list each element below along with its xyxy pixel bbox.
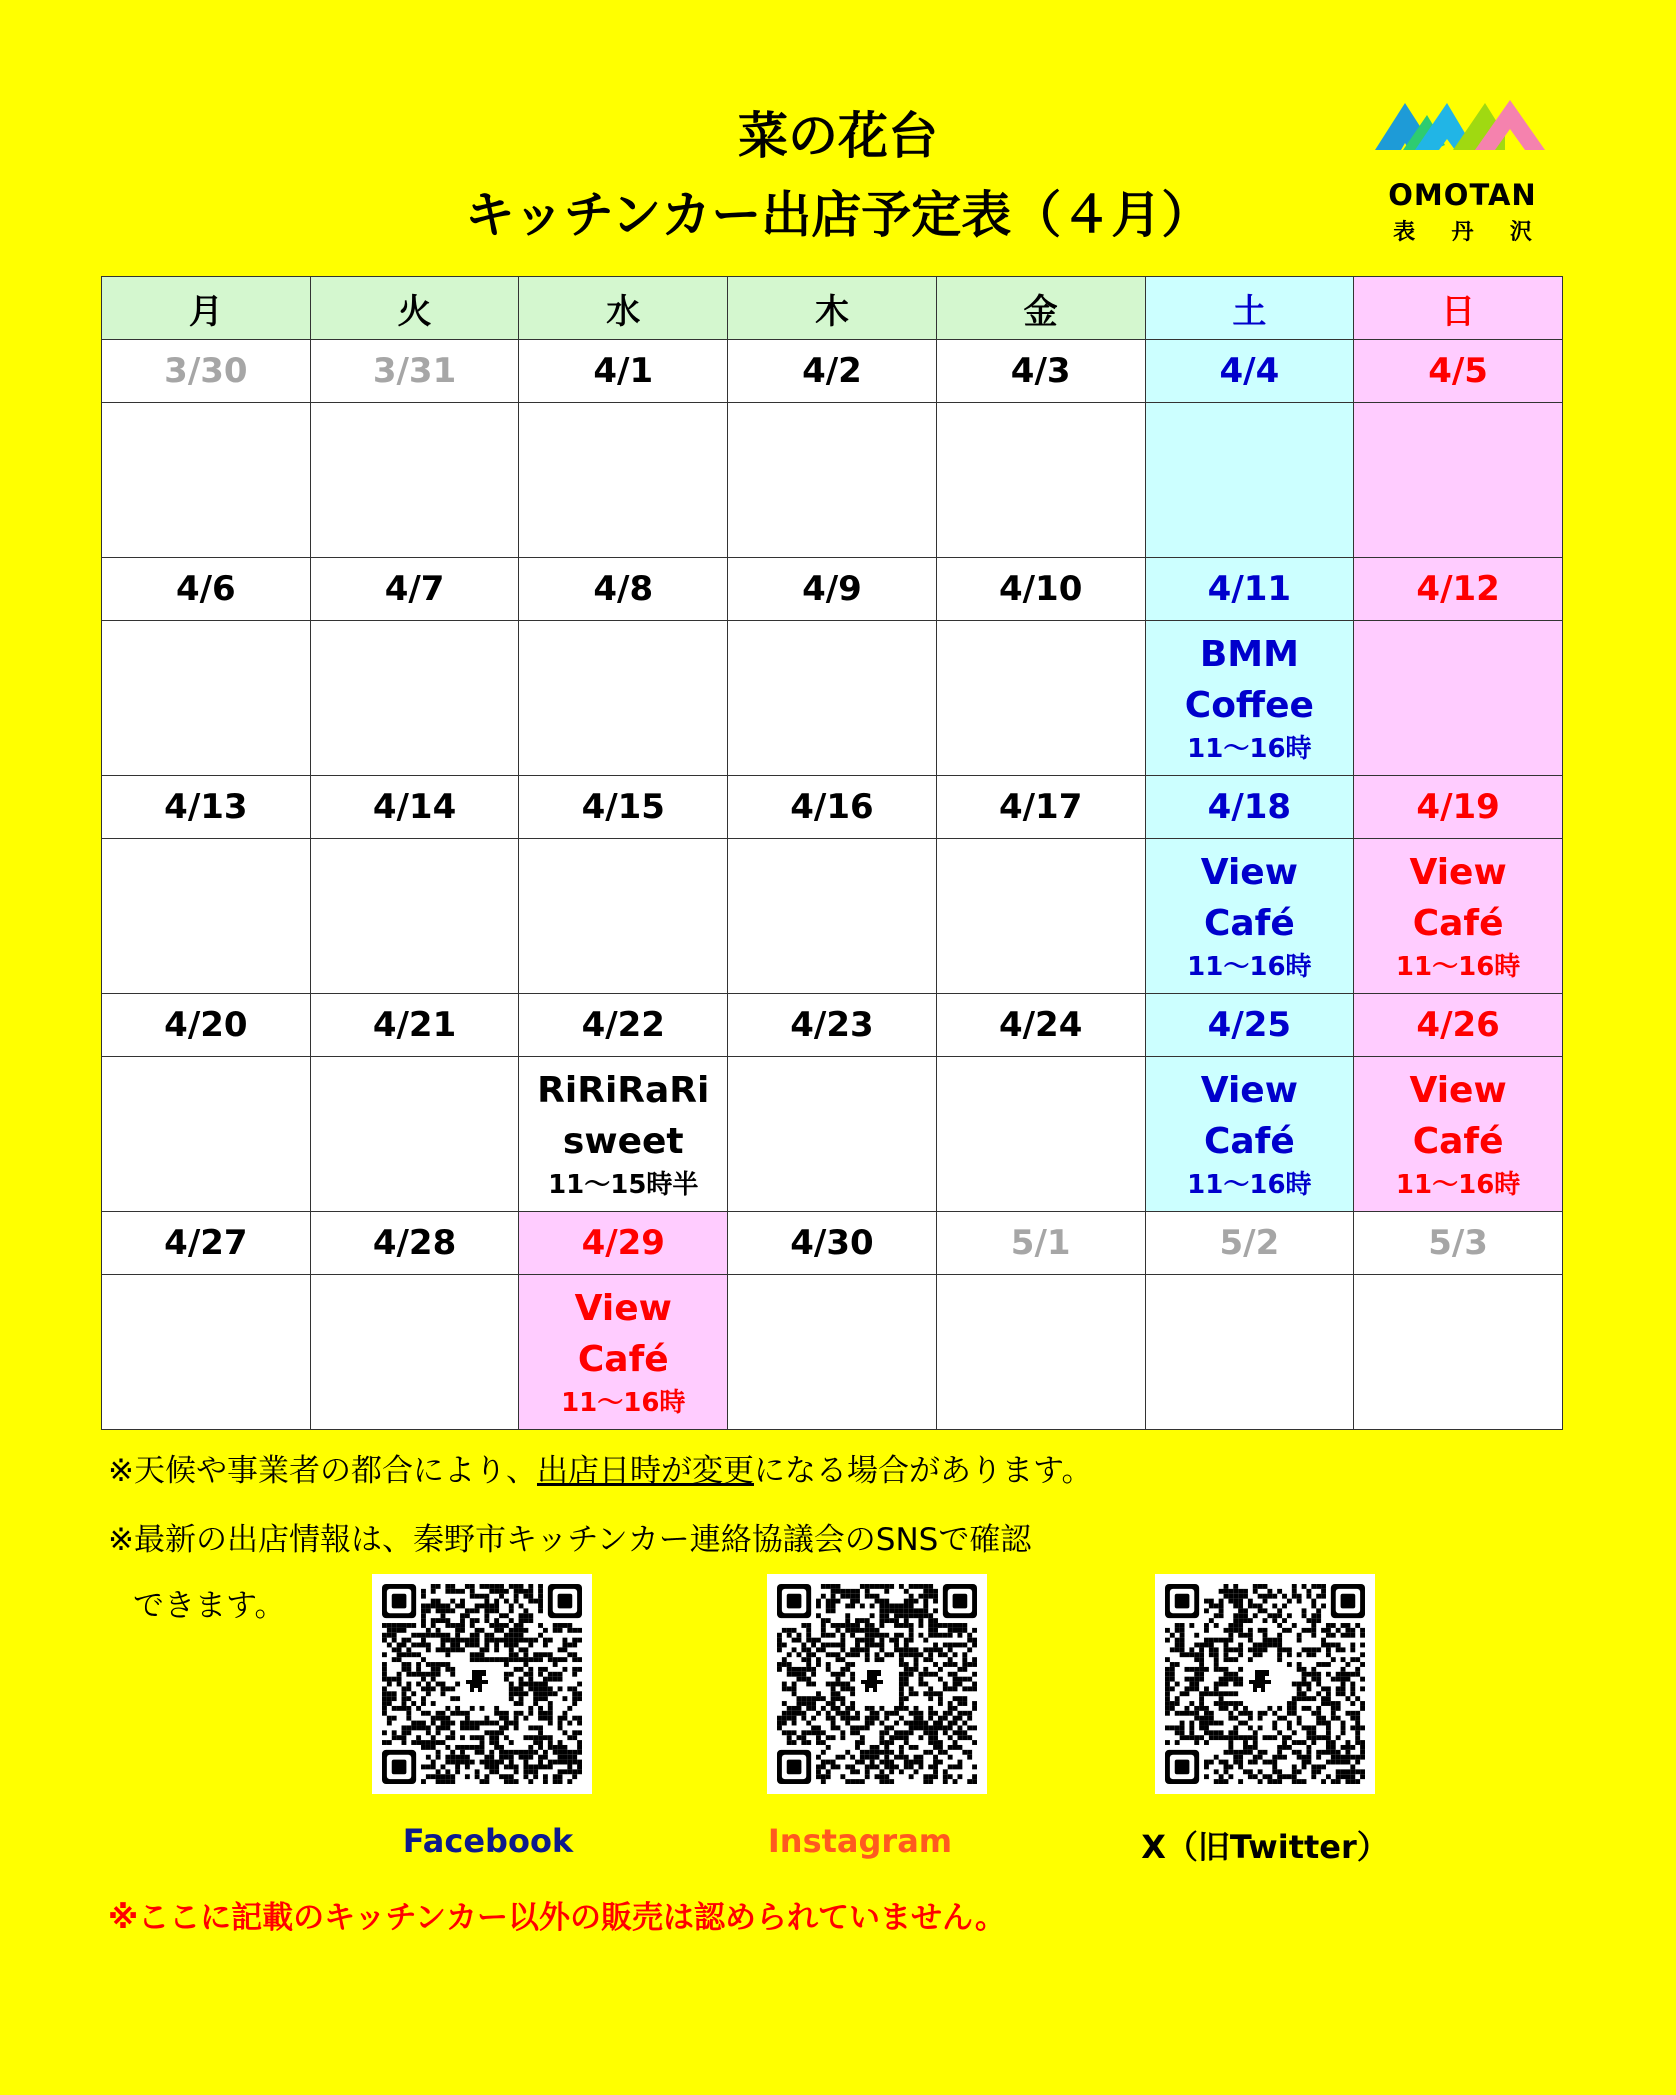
event-row xyxy=(102,1275,1563,1430)
date-cell: 4/28 xyxy=(310,1212,519,1275)
instagram-label[interactable]: Instagram xyxy=(767,1822,953,1860)
date-cell: 5/2 xyxy=(1145,1212,1354,1275)
event-cell xyxy=(936,1275,1145,1430)
date-cell: 4/17 xyxy=(936,776,1145,839)
date-cell: 4/2 xyxy=(728,340,937,403)
event-cell xyxy=(936,403,1145,558)
x-twitter-label[interactable]: X（旧Twitter） xyxy=(1141,1828,1389,1866)
qr-code-icon xyxy=(767,1574,987,1794)
weekday-mon: 月 xyxy=(102,277,311,340)
logo-subtitle xyxy=(1375,215,1550,246)
event-cell xyxy=(102,1275,311,1430)
event-cell xyxy=(936,621,1145,776)
event-row xyxy=(102,839,1563,994)
facebook-qr-code[interactable] xyxy=(372,1574,592,1794)
vendor-name: Café xyxy=(1203,903,1295,944)
vendor-hours: 11～16時 xyxy=(1187,734,1312,764)
vendor-hours: 11～16時 xyxy=(1395,952,1521,982)
date-cell: 5/3 xyxy=(1354,1212,1563,1275)
date-cell: 4/19 xyxy=(1354,776,1563,839)
event-cell xyxy=(728,839,937,994)
event-cell xyxy=(310,621,519,776)
note1-underlined: 出店日時が変更 xyxy=(536,1453,754,1489)
date-cell: 3/31 xyxy=(310,340,519,403)
note1-text-end: になる場合があります。 xyxy=(753,1453,1093,1489)
event-cell xyxy=(1145,1057,1354,1212)
date-cell: 4/16 xyxy=(728,776,937,839)
instagram-qr-code[interactable] xyxy=(767,1574,987,1794)
qr-code-icon xyxy=(1155,1574,1375,1794)
event-cell xyxy=(310,1057,519,1212)
date-cell: 4/25 xyxy=(1145,994,1354,1057)
weekday-fri: 金 xyxy=(936,277,1145,340)
date-cell: 4/20 xyxy=(102,994,311,1057)
weekday-wed: 水 xyxy=(519,277,728,340)
vendor-name: BMM xyxy=(1199,634,1299,675)
logo-sub-char: 丹 xyxy=(1451,220,1474,245)
event-cell xyxy=(1354,1057,1563,1212)
vendor-name: Café xyxy=(577,1339,669,1380)
vendor-name: View xyxy=(1409,1070,1507,1111)
event-cell xyxy=(102,1057,311,1212)
date-cell: 4/18 xyxy=(1145,776,1354,839)
event-cell xyxy=(1354,839,1563,994)
event-cell xyxy=(1145,621,1354,776)
date-row xyxy=(102,994,1563,1057)
logo-sub-char: 沢 xyxy=(1509,220,1532,245)
vendor-name: sweet xyxy=(562,1121,684,1162)
event-row xyxy=(102,621,1563,776)
date-cell: 4/10 xyxy=(936,558,1145,621)
date-cell: 4/12 xyxy=(1354,558,1563,621)
date-cell: 4/29 xyxy=(519,1212,728,1275)
vendor-hours: 11～16時 xyxy=(1395,1170,1521,1200)
event-cell xyxy=(728,621,937,776)
vendor-name: View xyxy=(1409,852,1507,893)
event-cell xyxy=(519,621,728,776)
date-row xyxy=(102,776,1563,839)
vendor-hours: 11～16時 xyxy=(1187,952,1312,982)
note1-text: ※天候や事業者の都合により、 xyxy=(108,1453,537,1489)
vendor-name: View xyxy=(1200,852,1298,893)
date-cell: 4/30 xyxy=(728,1212,937,1275)
x-twitter-qr-code[interactable] xyxy=(1155,1574,1375,1794)
date-cell: 4/26 xyxy=(1354,994,1563,1057)
logo-wordmark: OMOTAN xyxy=(1388,178,1537,212)
date-cell: 4/3 xyxy=(936,340,1145,403)
date-row xyxy=(102,558,1563,621)
event-row xyxy=(102,403,1563,558)
note-schedule-change xyxy=(108,1451,1093,1491)
date-cell: 4/21 xyxy=(310,994,519,1057)
vendor-name: Café xyxy=(1203,1121,1295,1162)
date-row xyxy=(102,1212,1563,1275)
weekday-thu: 木 xyxy=(728,277,937,340)
event-row xyxy=(102,1057,1563,1212)
note-sns-info: ※最新の出店情報は、秦野市キッチンカー連絡協議会のSNSで確認 xyxy=(108,1522,1032,1558)
date-cell: 4/14 xyxy=(310,776,519,839)
weekday-header-row xyxy=(102,277,1563,340)
event-cell xyxy=(1354,1275,1563,1430)
event-cell xyxy=(936,1057,1145,1212)
date-cell: 4/1 xyxy=(519,340,728,403)
vendor-name: View xyxy=(1200,1070,1298,1111)
date-cell: 4/9 xyxy=(728,558,937,621)
weekday-sat: 土 xyxy=(1145,277,1354,340)
date-cell: 4/23 xyxy=(728,994,937,1057)
date-cell: 3/30 xyxy=(102,340,311,403)
event-cell xyxy=(728,403,937,558)
date-cell: 4/27 xyxy=(102,1212,311,1275)
omotan-logo xyxy=(1375,95,1555,245)
date-cell: 4/15 xyxy=(519,776,728,839)
facebook-label[interactable]: Facebook xyxy=(402,1822,574,1860)
event-cell xyxy=(1354,621,1563,776)
vendor-hours: 11～15時半 xyxy=(548,1170,699,1200)
event-cell xyxy=(728,1057,937,1212)
event-cell xyxy=(310,839,519,994)
date-cell: 4/22 xyxy=(519,994,728,1057)
weekday-tue: 火 xyxy=(310,277,519,340)
date-row xyxy=(102,340,1563,403)
event-cell xyxy=(102,403,311,558)
sales-warning: ※ここに記載のキッチンカー以外の販売は認められていません。 xyxy=(108,1900,1006,1936)
vendor-hours: 11～16時 xyxy=(1187,1170,1312,1200)
event-cell xyxy=(310,403,519,558)
event-cell xyxy=(936,839,1145,994)
vendor-hours: 11～16時 xyxy=(561,1388,686,1418)
vendor-name: RiRiRaRi xyxy=(537,1070,710,1111)
date-cell: 4/6 xyxy=(102,558,311,621)
weekday-sun: 日 xyxy=(1354,277,1563,340)
date-cell: 4/4 xyxy=(1145,340,1354,403)
date-cell: 4/13 xyxy=(102,776,311,839)
event-cell xyxy=(1145,839,1354,994)
calendar-body xyxy=(102,340,1563,1430)
event-cell xyxy=(1354,403,1563,558)
date-cell: 5/1 xyxy=(936,1212,1145,1275)
page-title-line2: キッチンカー出店予定表（４月） xyxy=(464,186,1212,244)
date-cell: 4/11 xyxy=(1145,558,1354,621)
date-cell: 4/8 xyxy=(519,558,728,621)
mountain-logo-icon xyxy=(1375,95,1550,175)
event-cell xyxy=(310,1275,519,1430)
date-cell: 4/24 xyxy=(936,994,1145,1057)
qr-code-icon xyxy=(372,1574,592,1794)
event-cell xyxy=(728,1275,937,1430)
kitchen-car-calendar xyxy=(101,276,1563,1430)
vendor-name: Café xyxy=(1412,903,1504,944)
event-cell xyxy=(519,1275,728,1430)
event-cell xyxy=(519,1057,728,1212)
logo-sub-char: 表 xyxy=(1393,220,1416,245)
page-title-line1: 菜の花台 xyxy=(738,107,938,165)
vendor-name: Coffee xyxy=(1184,685,1314,726)
event-cell xyxy=(102,621,311,776)
vendor-name: View xyxy=(574,1288,672,1329)
date-cell: 4/7 xyxy=(310,558,519,621)
event-cell xyxy=(519,839,728,994)
event-cell xyxy=(102,839,311,994)
event-cell xyxy=(1145,403,1354,558)
event-cell xyxy=(1145,1275,1354,1430)
vendor-name: Café xyxy=(1412,1121,1504,1162)
note-sns-info-cont: できます。 xyxy=(133,1588,286,1624)
date-cell: 4/5 xyxy=(1354,340,1563,403)
event-cell xyxy=(519,403,728,558)
